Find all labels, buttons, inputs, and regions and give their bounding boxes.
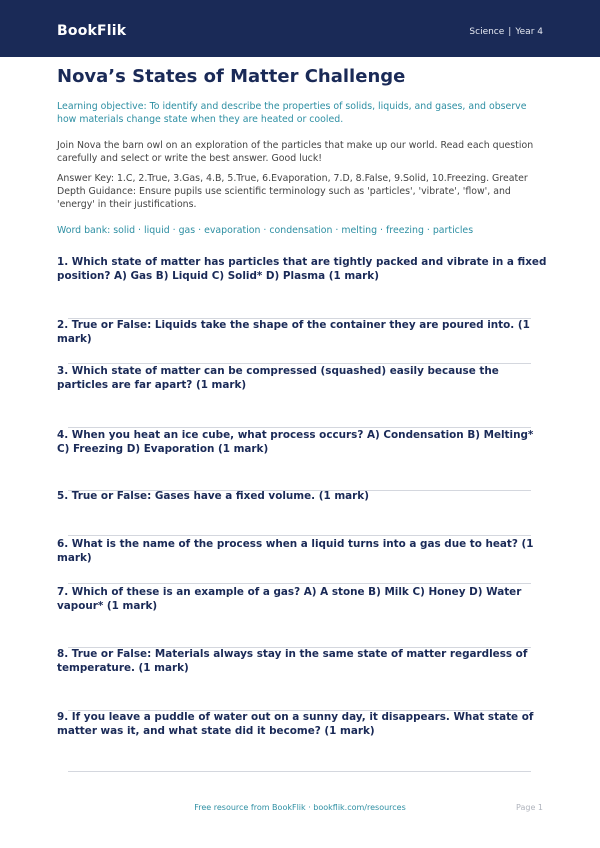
question-7: 7. Which of these is an example of a gas? A) A stone B) Milk C) Honey D) Water vapour* (1 mark) <box>57 586 522 612</box>
answer-line-5[interactable] <box>68 535 531 536</box>
page-title: Nova’s States of Matter Challenge <box>57 66 406 87</box>
answer-line-9[interactable] <box>68 771 531 772</box>
word-bank: Word bank: solid · liquid · gas · evaporation · condensation · melting · freezing · particles <box>57 225 474 236</box>
question-3: 3. Which state of matter can be compressed (squashed) easily because the particles are far apart? (1 mark) <box>57 365 499 391</box>
subject-year-label <box>469 27 543 37</box>
question-6: 6. What is the name of the process when a liquid turns into a gas due to heat? (1 mark) <box>57 538 534 564</box>
footer-text: Free resource from BookFlik · bookflik.com/resources <box>194 803 406 812</box>
answer-key: Answer Key: 1.C, 2.True, 3.Gas, 4.B, 5.True, 6.Evaporation, 7.D, 8.False, 9.Solid, 10.Freezing. Greater Depth Guidance: Ensure pupils use scientific terminology such as 'particles', 'vibrate', 'flow', and 'energy' in their justifications. <box>57 173 528 210</box>
page-header <box>0 0 600 57</box>
question-2: 2. True or False: Liquids take the shape of the container they are poured into. (1 mark) <box>57 319 530 345</box>
year-label: Year 4 <box>515 27 543 37</box>
meta-separator: | <box>508 27 512 37</box>
question-1: 1. Which state of matter has particles that are tightly packed and vibrate in a fixed position? A) Gas B) Liquid C) Solid* D) Plasma (1 mark) <box>57 256 547 282</box>
page-number: Page 1 <box>516 803 543 812</box>
question-5: 5. True or False: Gases have a fixed volume. (1 mark) <box>57 490 369 502</box>
answer-line-6[interactable] <box>68 583 531 584</box>
question-4: 4. When you heat an ice cube, what process occurs? A) Condensation B) Melting* C) Freezing D) Evaporation (1 mark) <box>57 429 534 455</box>
subject-label: Science <box>469 27 505 37</box>
intro-text: Join Nova the barn owl on an exploration of the particles that make up our world. Read each question carefully and select or write the best answer. Good luck! <box>57 140 534 164</box>
brand-logo-text: BookFlik <box>57 23 127 39</box>
question-9: 9. If you leave a puddle of water out on a sunny day, it disappears. What state of matter was it, and what state did it become? (1 mark) <box>57 711 534 737</box>
question-8: 8. True or False: Materials always stay in the same state of matter regardless of temperature. (1 mark) <box>57 648 528 674</box>
learning-objective: Learning objective: To identify and describe the properties of solids, liquids, and gases, and observe how materials change state when they are heated or cooled. <box>57 101 527 125</box>
